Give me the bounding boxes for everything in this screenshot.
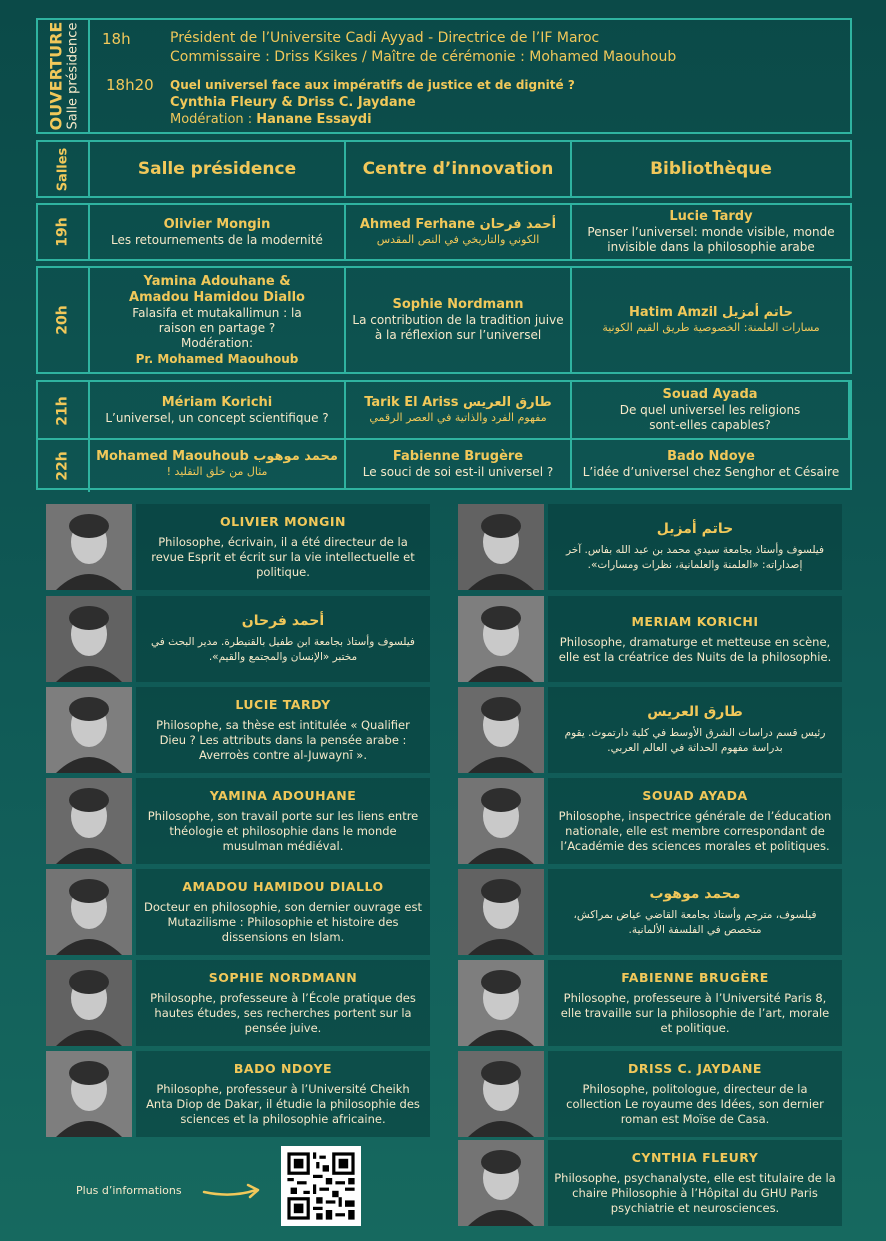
bio-text: Philosophe, son travail porte sur les liens entre théologie et philosophie dans le monde musulman médiéval. [147,809,419,853]
bio-card [458,1140,842,1226]
bio-name: DRISS C. JAYDANE [628,1061,762,1076]
bio-card [458,596,842,682]
rooms-label: Salles [55,147,71,191]
session-cell: Olivier Mongin Les retournements de la modernité [90,205,346,259]
bio-panel [136,596,430,682]
portrait-photo [46,778,132,864]
portrait-photo [46,869,132,955]
bio-panel [136,504,430,590]
bio-name: حاتم أمزيل [656,521,734,537]
bio-card [458,778,842,864]
portrait-photo [46,960,132,1046]
schedule-rows-21-22 [36,380,852,490]
bio-card [458,687,842,773]
opening-moderation-name: Hanane Essaydi [256,112,372,127]
bio-card [46,687,430,773]
opening-box [36,18,852,134]
bio-panel [548,687,842,773]
bio-name: FABIENNE BRUGÈRE [621,970,769,985]
bio-panel [548,504,842,590]
bio-panel [548,1140,842,1226]
opening-moderation-label: Modération : [170,112,257,127]
bio-text: Philosophe, professeur à l’Université Cheikh Anta Diop de Dakar, il étudie la philosophie des sciences et la philosophie africaine. [146,1082,420,1126]
portrait-photo [458,596,544,682]
bio-panel [548,960,842,1046]
rooms-header [36,140,852,198]
portrait-photo [458,504,544,590]
bio-name: BADO NDOYE [233,1061,333,1076]
bio-card [46,778,430,864]
bio-panel [136,687,430,773]
bio-name: أحمد فرحان [241,613,325,629]
bio-name: LUCIE TARDY [235,697,331,712]
bio-name: محمد موهوب [649,886,741,902]
more-info-label: Plus d’informations [76,1184,182,1197]
portrait-photo [46,687,132,773]
bio-text: Philosophe, sa thèse est intitulée « Qualifier Dieu ? Les attributs dans la pensée arabe : Averroès contre al-Juwaynī ». [156,718,410,762]
room-salle-presidence: Salle présidence [90,142,346,196]
portrait-photo [458,1051,544,1137]
bio-card [46,1051,430,1137]
portrait-photo [46,596,132,682]
portrait-photo [46,1051,132,1137]
session-cell: Hatim Amzil حاتم أمزيل مسارات العلمنة: الخصوصية طريق القيم الكونية [602,305,820,334]
opening-talk-speakers: Cynthia Fleury & Driss C. Jaydane [170,95,416,110]
bio-panel [548,869,842,955]
time-21h: 21h [54,395,71,426]
bio-name: SOPHIE NORDMANN [208,970,358,985]
opening-side-subtitle: Salle présidence [65,22,81,130]
portrait-photo [458,869,544,955]
bio-card [46,596,430,682]
bio-card [458,1051,842,1137]
bio-panel [548,1051,842,1137]
session-cell: Tarik El Ariss طارق العريس مفهوم الفرد والذاتية في العصر الرقمي [346,382,572,438]
bio-card [458,960,842,1046]
portrait-photo [46,504,132,590]
qr-code-icon [281,1146,361,1226]
session-cell: Ahmed Ferhane أحمد فرحان الكوني والتاريخي في النص المقدس [346,205,572,259]
time-19h: 19h [54,217,71,247]
bio-panel [548,596,842,682]
qr-code[interactable] [281,1146,361,1226]
bio-card [458,869,842,955]
opening-line2: Commissaire : Driss Ksikes / Maître de cérémonie : Mohamed Maouhoub [170,49,677,65]
bio-card [46,504,430,590]
session-cell: Mériam Korichi L’universel, un concept scientifique ? [90,382,346,438]
bio-text: Philosophe, professeure à l’Université Paris 8, elle travaille sur la philosophie de l’art, morale et politique. [560,991,830,1035]
opening-line1: Président de l’Universite Cadi Ayyad - Directrice de l’IF Maroc [170,30,600,46]
bio-name: AMADOU HAMIDOU DIALLO [182,879,384,894]
bio-panel [136,960,430,1046]
time-22h: 22h [54,450,71,481]
bio-text: Philosophe, inspectrice générale de l’éducation nationale, elle est membre correspondant de l’Académie des sciences morales et politiques. [558,809,832,853]
arrow-icon [202,1182,264,1204]
bio-card [458,504,842,590]
opening-moderation [170,112,372,127]
bio-card [46,869,430,955]
session-cell: Bado Ndoye L’idée d’universel chez Senghor et Césaire [582,448,840,479]
bio-panel [136,1051,430,1137]
portrait-photo [458,778,544,864]
bio-text: Docteur en philosophie, son dernier ouvrage est Mutazilisme : Philosophie et histoire des dissensions en Islam. [143,900,423,944]
bio-name: SOUAD AYADA [642,788,748,803]
opening-time1: 18h [102,30,131,48]
session-cell: Souad Ayada De quel universel les religions sont-elles capables? [572,382,850,438]
bio-panel [548,778,842,864]
portrait-photo [458,1140,544,1226]
opening-side-title: OUVERTURE [46,21,66,131]
bio-text: Philosophe, écrivain, il a été directeur de la revue Esprit et écrit sur la vie intellectuelle et politique. [151,535,415,579]
opening-side [38,20,90,132]
bio-panel [136,869,430,955]
bio-text: Philosophe, professeure à l’École pratique des hautes études, ses recherches portent sur la pensée juive. [150,991,416,1035]
session-cell: Lucie Tardy Penser l’universel: monde visible, monde invisible dans la philosophie arabe [587,209,835,254]
session-cell: Mohamed Maouhoub محمد موهوب مثال من خلق التقليد ! [90,440,346,488]
portrait-photo [458,960,544,1046]
bio-name: طارق العريس [647,704,743,720]
bio-text: فيلسوف وأستاذ بجامعة سيدي محمد بن عبد الله بفاس. آخر إصداراته: «العلمنة والعلمانية، نظرات ومسارات». [566,544,824,571]
session-cell: Sophie Nordmann La contribution de la tradition juive à la réflexion sur l’universel [346,268,572,372]
session-cell: Fabienne Brugère Le souci de soi est-il universel ? [346,440,572,488]
bio-text: Philosophe, psychanalyste, elle est titulaire de la chaire Philosophie à l’Hôpital du GHU Paris psychiatrie et neurosciences. [554,1171,836,1215]
bio-text: Philosophe, dramaturge et metteuse en scène, elle est la créatrice des Nuits de la philosophie. [558,634,832,664]
portrait-photo [458,687,544,773]
bio-name: OLIVIER MONGIN [220,514,346,529]
bio-text: رئيس قسم دراسات الشرق الأوسط في كلية دارتموث. يقوم بدراسة مفهوم الحداثة في العالم العربي. [564,727,826,754]
schedule-row-19h [36,203,852,261]
room-bibliotheque: Bibliothèque [650,159,772,179]
opening-time2: 18h20 [106,76,154,94]
bio-card [46,960,430,1046]
bio-text: فيلسوف، مترجم وأستاذ بجامعة القاضي عياض بمراكش، متخصص في الفلسفة الألمانية. [573,909,817,936]
session-cell: Yamina Adouhane & Amadou Hamidou Diallo Falasifa et mutakallimun : la raison en partage ? Modération: Pr. Mohamed Maouhoub [90,268,346,372]
bio-text: فيلسوف وأستاذ بجامعة ابن طفيل بالقنيطرة. مدير البحث في مختبر «الإنسان والمجتمع والقيم». [151,636,415,663]
schedule-row-20h [36,266,852,374]
time-20h: 20h [54,305,71,335]
bio-text: Philosophe, politologue, directeur de la collection Le royaume des Idées, son dernier roman est Moïse de Casa. [566,1082,824,1126]
bio-name: CYNTHIA FLEURY [631,1150,759,1165]
bio-panel [136,778,430,864]
room-centre-innovation: Centre d’innovation [346,142,572,196]
bio-name: YAMINA ADOUHANE [209,788,357,803]
opening-talk-title: Quel universel face aux impératifs de justice et de dignité ? [170,78,575,92]
bio-name: MERIAM KORICHI [631,613,759,629]
